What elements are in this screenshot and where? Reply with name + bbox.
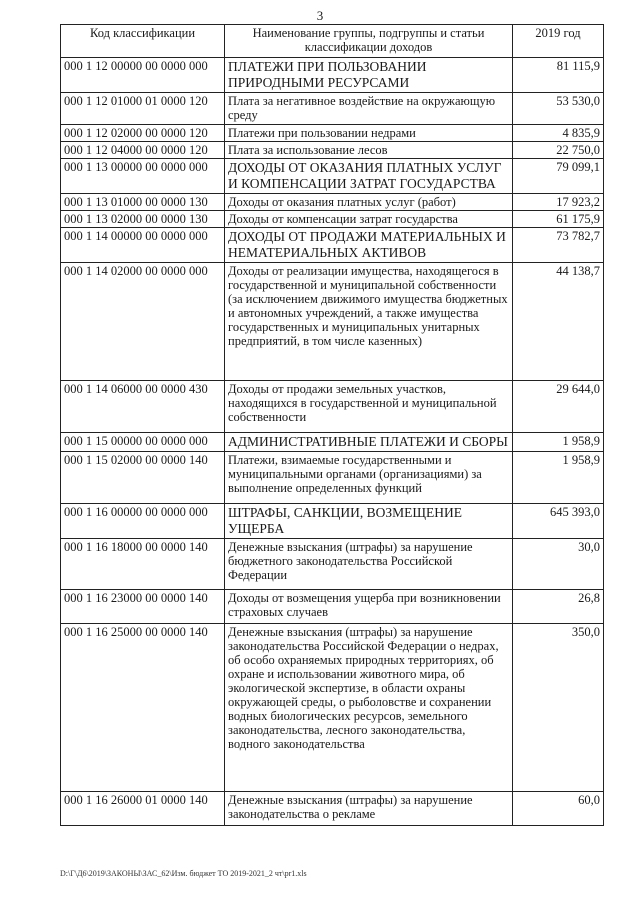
classification-code: 000 1 12 01000 01 0000 120 (61, 93, 225, 125)
amount-2019: 60,0 (513, 792, 604, 826)
revenue-name: Доходы от продажи земельных участков, находящихся в государственной и муниципальной собственности (225, 381, 513, 433)
amount-2019: 73 782,7 (513, 228, 604, 263)
table-row (61, 142, 604, 159)
table-row (61, 159, 604, 194)
amount-2019: 30,0 (513, 539, 604, 590)
table-row (61, 590, 604, 624)
header-name: Наименование группы, подгруппы и статьи классификации доходов (225, 25, 513, 58)
amount-2019: 61 175,9 (513, 211, 604, 228)
classification-code: 000 1 15 00000 00 0000 000 (61, 433, 225, 452)
classification-code: 000 1 13 02000 00 0000 130 (61, 211, 225, 228)
classification-code: 000 1 13 00000 00 0000 000 (61, 159, 225, 194)
classification-code: 000 1 16 18000 00 0000 140 (61, 539, 225, 590)
revenue-name: АДМИНИСТРАТИВНЫЕ ПЛАТЕЖИ И СБОРЫ (225, 433, 513, 452)
header-value: 2019 год (513, 25, 604, 58)
classification-code: 000 1 14 02000 00 0000 000 (61, 263, 225, 381)
revenue-name: Доходы от компенсации затрат государства (225, 211, 513, 228)
table-row (61, 228, 604, 263)
classification-code: 000 1 16 25000 00 0000 140 (61, 624, 225, 792)
revenue-name: Платежи, взимаемые государственными и муниципальными органами (организациями) за выполнение определенных функций (225, 452, 513, 504)
table-row (61, 125, 604, 142)
amount-2019: 22 750,0 (513, 142, 604, 159)
revenue-name: ДОХОДЫ ОТ ПРОДАЖИ МАТЕРИАЛЬНЫХ И НЕМАТЕРИАЛЬНЫХ АКТИВОВ (225, 228, 513, 263)
table-row (61, 381, 604, 433)
amount-2019: 79 099,1 (513, 159, 604, 194)
table-row (61, 58, 604, 93)
revenue-classification-table (60, 24, 604, 826)
classification-code: 000 1 12 02000 00 0000 120 (61, 125, 225, 142)
table-row (61, 624, 604, 792)
amount-2019: 53 530,0 (513, 93, 604, 125)
header-code: Код классификации (61, 25, 225, 58)
classification-code: 000 1 12 00000 00 0000 000 (61, 58, 225, 93)
revenue-name: Денежные взыскания (штрафы) за нарушение законодательства о рекламе (225, 792, 513, 826)
amount-2019: 17 923,2 (513, 194, 604, 211)
table-row (61, 539, 604, 590)
classification-code: 000 1 14 06000 00 0000 430 (61, 381, 225, 433)
amount-2019: 29 644,0 (513, 381, 604, 433)
revenue-name: ПЛАТЕЖИ ПРИ ПОЛЬЗОВАНИИ ПРИРОДНЫМИ РЕСУРСАМИ (225, 58, 513, 93)
revenue-name: Плата за негативное воздействие на окружающую среду (225, 93, 513, 125)
table-row (61, 194, 604, 211)
amount-2019: 81 115,9 (513, 58, 604, 93)
revenue-name: Доходы от оказания платных услуг (работ) (225, 194, 513, 211)
page-number: 3 (316, 8, 324, 23)
revenue-name: Денежные взыскания (штрафы) за нарушение бюджетного законодательства Российской Федерации (225, 539, 513, 590)
table-row (61, 93, 604, 125)
revenue-name: ДОХОДЫ ОТ ОКАЗАНИЯ ПЛАТНЫХ УСЛУГ И КОМПЕНСАЦИИ ЗАТРАТ ГОСУДАРСТВА (225, 159, 513, 194)
table-row (61, 452, 604, 504)
amount-2019: 26,8 (513, 590, 604, 624)
table-row (61, 433, 604, 452)
classification-code: 000 1 14 00000 00 0000 000 (61, 228, 225, 263)
revenue-name: Доходы от реализации имущества, находящегося в государственной и муниципальной собственности (за исключением движимого имущества бюджетных и автономных учреждений, а также имущества государственных и муниципальных унитарных предприятий, в том числе казенных) (225, 263, 513, 381)
file-path-footer: D:\Г\Д6\2019\ЗАКОНЫ\ЗАС_62\Изм. бюджет ТО 2019-2021_2 чт\pr1.xls (60, 869, 307, 878)
amount-2019: 44 138,7 (513, 263, 604, 381)
revenue-name: Платежи при пользовании недрами (225, 125, 513, 142)
classification-code: 000 1 12 04000 00 0000 120 (61, 142, 225, 159)
classification-code: 000 1 16 00000 00 0000 000 (61, 504, 225, 539)
classification-code: 000 1 15 02000 00 0000 140 (61, 452, 225, 504)
table-row (61, 211, 604, 228)
revenue-name: Денежные взыскания (штрафы) за нарушение законодательства Российской Федерации о недрах, об особо охраняемых природных территориях, об охране и использовании животного мира, об экологической экспертизе, в области охраны окружающей среды, о рыболовстве и сохранении водных биологических ресурсов, земельного законодательства, лесного законодательства, водного законодательства (225, 624, 513, 792)
table-row (61, 504, 604, 539)
classification-code: 000 1 13 01000 00 0000 130 (61, 194, 225, 211)
classification-code: 000 1 16 26000 01 0000 140 (61, 792, 225, 826)
amount-2019: 1 958,9 (513, 452, 604, 504)
revenue-name: Доходы от возмещения ущерба при возникновении страховых случаев (225, 590, 513, 624)
revenue-name: ШТРАФЫ, САНКЦИИ, ВОЗМЕЩЕНИЕ УЩЕРБА (225, 504, 513, 539)
table-header-row (61, 25, 604, 58)
amount-2019: 350,0 (513, 624, 604, 792)
amount-2019: 4 835,9 (513, 125, 604, 142)
revenue-name: Плата за использование лесов (225, 142, 513, 159)
classification-code: 000 1 16 23000 00 0000 140 (61, 590, 225, 624)
table-row (61, 263, 604, 381)
amount-2019: 1 958,9 (513, 433, 604, 452)
table-row (61, 792, 604, 826)
amount-2019: 645 393,0 (513, 504, 604, 539)
